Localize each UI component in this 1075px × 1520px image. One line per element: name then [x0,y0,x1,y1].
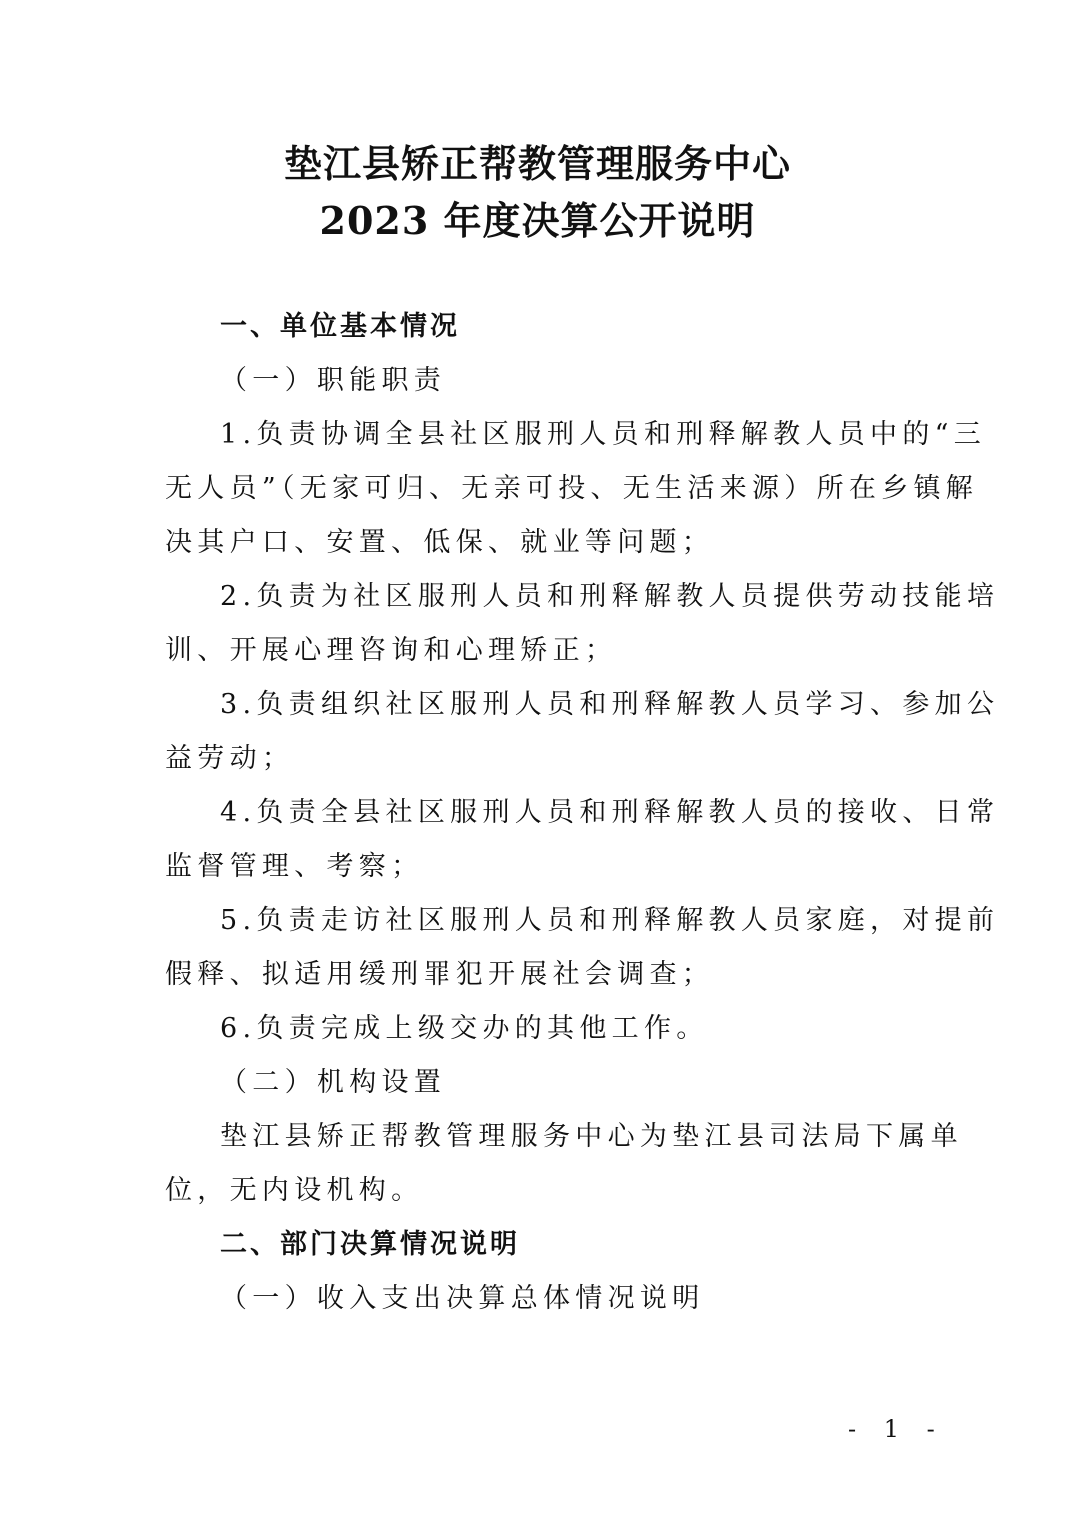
paragraph-line: 决其户口、安置、低保、就业等问题； [165,527,715,558]
paragraph-line: 4.负责全县社区服刑人员和刑释解教人员的接收、日常 [220,797,1000,828]
document-title-line1: 垫江县矫正帮教管理服务中心 [283,141,791,186]
paragraph-line: 假释、拟适用缓刑罪犯开展社会调查； [165,959,715,990]
document-title-line2: 2023 年度决算公开说明 [319,198,756,243]
paragraph-line: 益劳动； [165,743,295,774]
paragraph-line: 3.负责组织社区服刑人员和刑释解教人员学习、参加公 [220,689,1000,720]
paragraph-line: 训、开展心理咨询和心理矫正； [165,635,618,666]
paragraph-line: 位，无内设机构。 [165,1175,424,1206]
section-heading: 一、单位基本情况 [220,311,460,342]
page-number: - 1 - [848,1415,945,1443]
paragraph-line: 2.负责为社区服刑人员和刑释解教人员提供劳动技能培 [220,581,1000,612]
paragraph-line: 6.负责完成上级交办的其他工作。 [220,1013,709,1044]
paragraph-line: 5.负责走访社区服刑人员和刑释解教人员家庭，对提前 [220,905,1000,936]
paragraph-line: 无人员”（无家可归、无亲可投、无生活来源）所在乡镇解 [165,473,979,504]
section-heading: 二、部门决算情况说明 [220,1229,520,1260]
paragraph-line: 垫江县矫正帮教管理服务中心为垫江县司法局下属单 [220,1121,963,1152]
paragraph-line: 监督管理、考察； [165,851,424,882]
subsection-heading: （一）收入支出决算总体情况说明 [220,1283,705,1314]
subsection-heading: （一）职能职责 [220,365,447,396]
paragraph-line: 1.负责协调全县社区服刑人员和刑释解教人员中的“三 [220,419,987,450]
subsection-heading: （二）机构设置 [220,1067,447,1098]
